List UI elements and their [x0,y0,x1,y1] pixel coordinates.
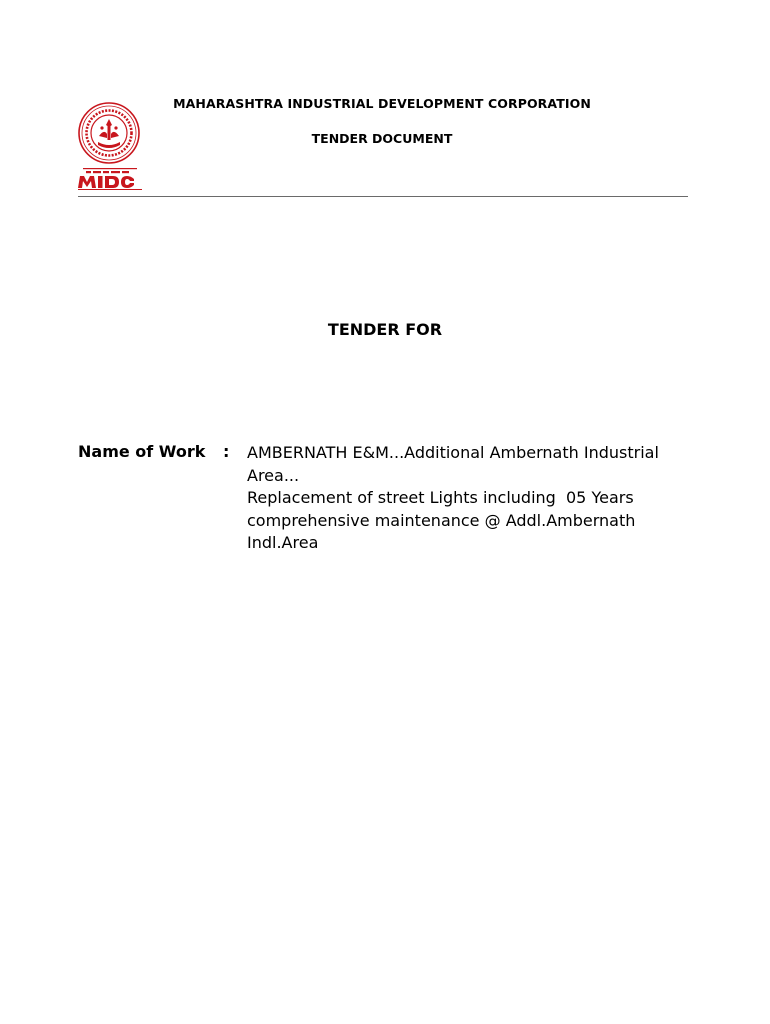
midc-emblem-icon [76,92,144,190]
header-divider [78,196,688,197]
work-line: Indl.Area [247,533,319,552]
work-line: AMBERNATH E&M...Additional Ambernath Industrial [247,443,659,462]
work-line: comprehensive maintenance @ Addl.Ambernath [247,510,636,530]
document-type: TENDER DOCUMENT [311,131,453,146]
organization-name: MAHARASHTRA INDUSTRIAL DEVELOPMENT CORPORATION [173,96,591,111]
work-label: Name of Work [78,442,206,461]
work-line: Area... [247,465,300,485]
tender-heading: TENDER FOR [327,320,443,339]
work-line: Replacement of street Lights including 05 Years [247,488,634,507]
work-description [247,442,667,555]
work-separator: : [223,442,230,461]
midc-logo [76,92,144,190]
